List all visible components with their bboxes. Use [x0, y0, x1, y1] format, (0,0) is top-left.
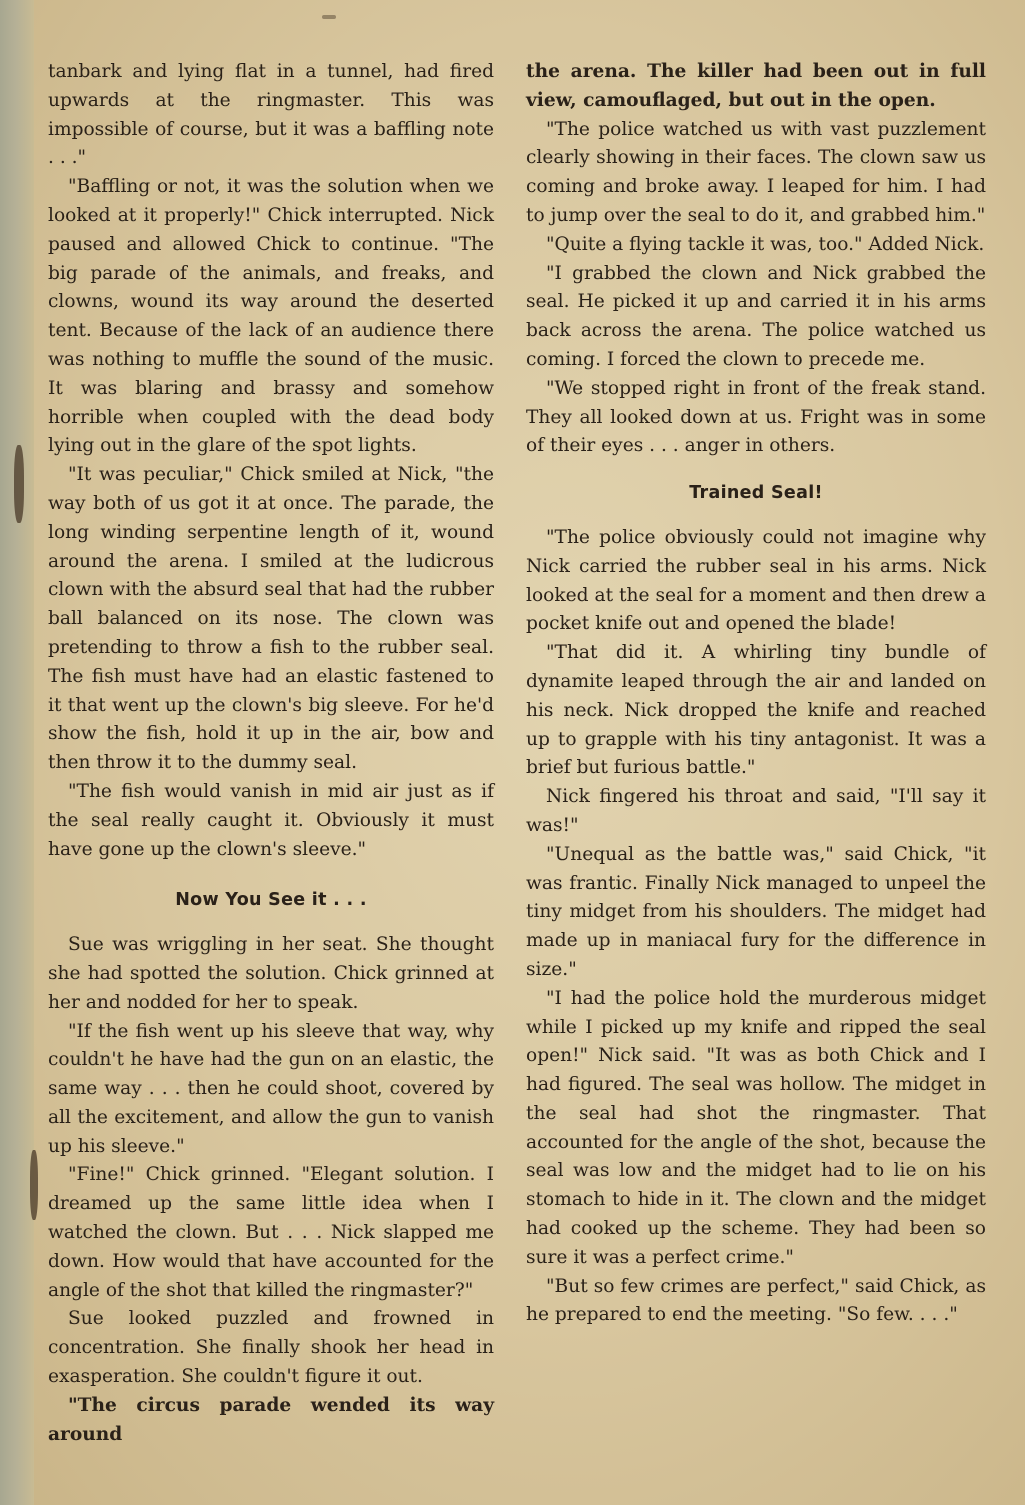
paragraph-left-6: "If the fish went up his sleeve that way, why couldn't he have had the gun on an elastic, the same way . . . then he could shoot, covered by all the excitement, and allow the gun to vanish up his sleeve." [48, 1020, 494, 1157]
paragraph-right-7: "That did it. A whirling tiny bundle of dynamite leaped through the air and landed on his neck. Nick dropped the knife and reached up to grapple with his tiny antagonist. It was a brief but furious battle." [526, 642, 986, 779]
paragraph-right-2: "The police watched us with vast puzzlement clearly showing in their faces. The clown saw us coming and broke away. I leaped for him. I had to jump over the seal to do it, and grabbed him." [526, 118, 986, 226]
paragraph-right-11: "But so few crimes are perfect," said Chick, as he prepared to end the meeting. "So few. . . ." [526, 1275, 986, 1326]
paragraph-right-9: "Unequal as the battle was," said Chick, "it was frantic. Finally Nick managed to unpeel the tiny midget from his shoulders. The midget had made up in maniacal fury for the difference in size." [526, 843, 986, 980]
paragraph-left-1: tanbark and lying flat in a tunnel, had fired upwards at the ringmaster. This was impossible of course, but it was a baffling note . . ." [48, 61, 494, 169]
paragraph-right-10: "I had the police hold the murderous midget while I picked up my knife and ripped the seal open!" Nick said. "It was as both Chick and I had figured. The seal was hollow. The midget in the seal had shot the ringmaster. That accounted for the angle of the shot, because the seal was low and the midget had to lie on his stomach to hide in it. The clown and the midget had cooked up the scheme. They had been so sure it was a perfect crime." [526, 987, 986, 1268]
ink-smudge-upper [14, 445, 24, 523]
paragraph-left-2: "Baffling or not, it was the solution when we looked at it properly!" Chick interrupted. Nick paused and allowed Chick to continue. "The big parade of the animals, and freaks, and clowns, wound its way around the deserted tent. Because of the lack of an audience there was nothing to muffle the sound of the music. It was blaring and brassy and somehow horrible when coupled with the dead body lying out in the glare of the spot lights. [48, 176, 494, 457]
right-column [526, 58, 986, 1330]
binding-gutter [0, 0, 34, 1505]
left-column [48, 58, 494, 1449]
subhead-now-you-see-it: Now You See it . . . [175, 890, 367, 911]
subhead-trained-seal: Trained Seal! [689, 483, 823, 504]
paragraph-right-4: "I grabbed the clown and Nick grabbed the seal. He picked it up and carried it in his arms back across the arena. The police watched us coming. I forced the clown to precede me. [526, 262, 986, 370]
paragraph-right-5: "We stopped right in front of the freak stand. They all looked down at us. Fright was in some of their eyes . . . anger in others. [526, 377, 986, 457]
paragraph-right-3: "Quite a flying tackle it was, too." Added Nick. [546, 233, 985, 255]
paragraph-left-5: Sue was wriggling in her seat. She thought she had spotted the solution. Chick grinned at her and nodded for her to speak. [48, 934, 494, 1013]
paragraph-left-3: "It was peculiar," Chick smiled at Nick, "the way both of us got it at once. The parade, the long winding serpentine length of it, wound around the arena. I smiled at the ludicrous clown with the absurd seal that had the rubber ball balanced on its nose. The clown was pretending to throw a fish to the rubber seal. The fish must have had an elastic fastened to it that went up the clown's big sleeve. For he'd show the fish, hold it up in the air, bow and then throw it to the dummy seal. [48, 464, 494, 774]
paragraph-left-9: "The circus parade wended its way around [48, 1394, 494, 1445]
paragraph-right-8: Nick fingered his throat and said, "I'll say it was!" [526, 786, 986, 836]
paragraph-left-8: Sue looked puzzled and frowned in concentration. She finally shook her head in exasperation. She couldn't figure it out. [48, 1308, 494, 1388]
paragraph-left-7: "Fine!" Chick grinned. "Elegant solution. I dreamed up the same little idea when I watched the clown. But . . . Nick slapped me down. How would that have accounted for the angle of the shot that killed the ringmaster?" [48, 1164, 494, 1301]
paragraph-right-1: the arena. The killer had been out in full view, camouflaged, but out in the open. [526, 61, 986, 111]
print-speck [322, 15, 336, 19]
paragraph-right-6: "The police obviously could not imagine why Nick carried the rubber seal in his arms. Nick looked at the seal for a moment and then drew a pocket knife out and opened the blade! [526, 526, 986, 635]
paragraph-left-4: "The fish would vanish in mid air just as if the seal really caught it. Obviously it must have gone up the clown's sleeve." [48, 780, 494, 860]
ink-smudge-lower [30, 1150, 38, 1220]
